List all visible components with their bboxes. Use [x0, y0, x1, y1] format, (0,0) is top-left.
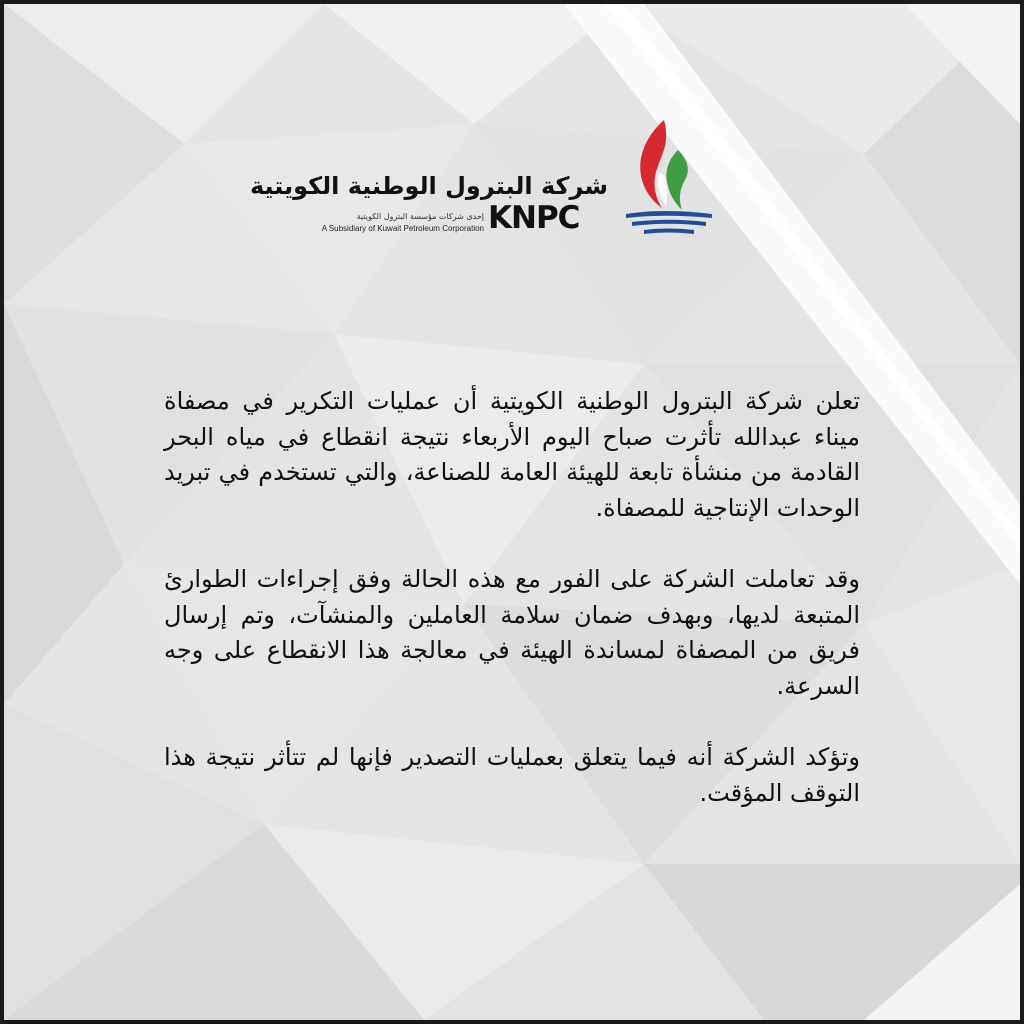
knpc-logo [249, 114, 724, 244]
company-name-arabic: شركة البترول الوطنية الكويتية [249, 172, 608, 200]
knpc-abbreviation: KNPC [488, 200, 580, 236]
subsidiary-arabic: إحدى شركات مؤسسة البترول الكويتية [356, 212, 484, 221]
statement-body [164, 384, 860, 847]
flame-emblem-icon [620, 114, 716, 244]
statement-paragraph-2: وقد تعاملت الشركة على الفور مع هذه الحالة وفق إجراءات الطوارئ المتبعة لديها، وبهدف ضمان سلامة العاملين والمنشآت، وتم إرسال فريق من المصفاة لمساندة الهيئة في معالجة هذا الانقطاع على وجه السرعة. [164, 565, 860, 700]
post-frame [4, 4, 1020, 1020]
statement-paragraph-1: تعلن شركة البترول الوطنية الكويتية أن عمليات التكرير في مصفاة ميناء عبدالله تأثرت صباح اليوم الأربعاء نتيجة انقطاع في مياه البحر القادمة من منشأة تابعة للهيئة العامة للصناعة، والتي تستخدم في تبريد الوحدات الإنتاجية للمصفاة. [164, 387, 860, 522]
statement-paragraph-3: وتؤكد الشركة أنه فيما يتعلق بعمليات التصدير فإنها لم تتأثر نتيجة هذا التوقف المؤقت. [164, 743, 860, 807]
subsidiary-english: A Subsidiary of Kuwait Petroleum Corporation [321, 224, 484, 233]
